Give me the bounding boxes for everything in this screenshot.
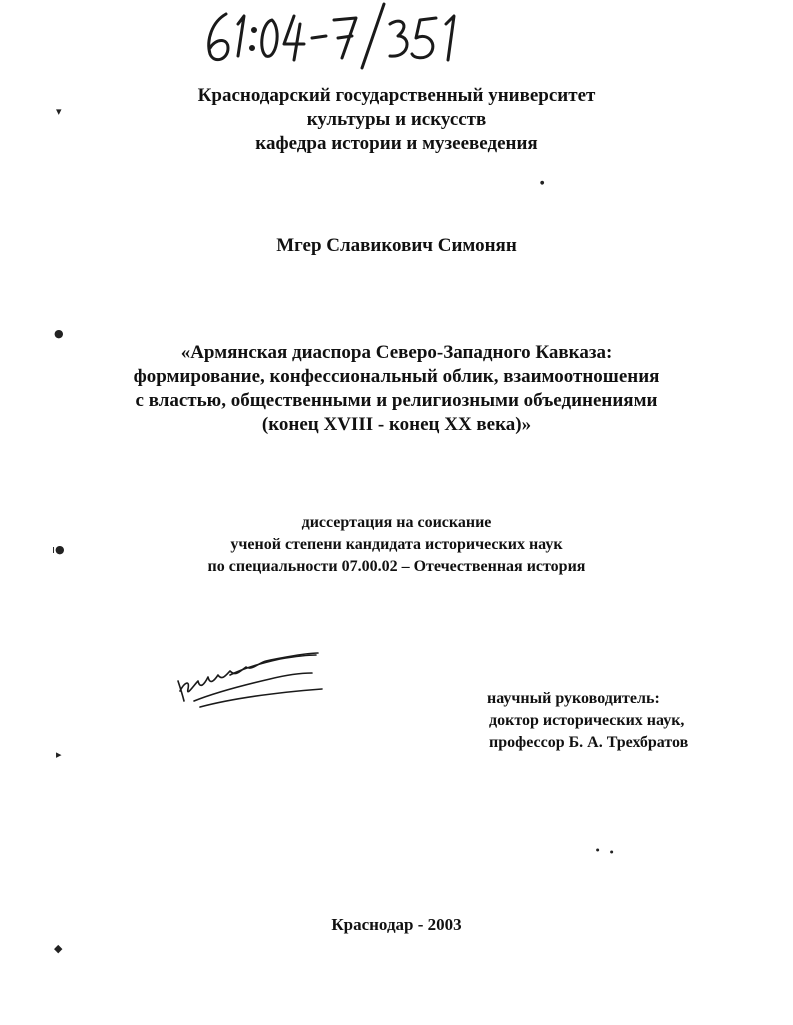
author-name: Мгер Славикович Симонян xyxy=(276,235,517,256)
dissertation-title xyxy=(0,341,793,437)
supervisor-block xyxy=(487,688,688,754)
title-line-2: формирование, конфессиональный облик, взаимоотношения xyxy=(133,366,660,387)
supervisor-name: профессор Б. А. Трехбратов xyxy=(489,734,689,751)
handwritten-archive-code xyxy=(198,0,468,72)
title-line-1: «Армянская диаспора Северо-Западного Кавказа: xyxy=(180,342,613,363)
institution-block xyxy=(0,84,793,156)
degree-line-2: ученой степени кандидата исторических наук xyxy=(230,536,563,553)
scan-speck: ▸ xyxy=(56,748,62,761)
institution-name-continued: культуры и искусств xyxy=(306,109,487,130)
degree-statement xyxy=(0,512,793,578)
scan-speck: ◆ xyxy=(54,942,63,955)
handwritten-signature xyxy=(170,645,330,715)
department-name: кафедра истории и музееведения xyxy=(255,133,538,154)
place-and-year: Краснодар - 2003 xyxy=(331,915,462,934)
scan-speck: ● xyxy=(596,847,600,852)
supervisor-role: научный руководитель: xyxy=(487,690,660,707)
scan-speck: ● xyxy=(540,180,545,186)
scan-speck: ı● xyxy=(52,543,65,556)
scan-speck: ● xyxy=(54,327,64,340)
institution-name: Краснодарский государственный университет xyxy=(197,85,596,106)
scan-speck: ▾ xyxy=(56,105,62,118)
title-line-3: с властью, общественными и религиозными объединениями xyxy=(135,390,658,411)
title-line-4: (конец XVIII - конец XX века)» xyxy=(261,414,532,435)
degree-line-3: по специальности 07.00.02 – Отечественная история xyxy=(207,558,586,575)
supervisor-degree: доктор исторических наук, xyxy=(489,712,685,729)
scan-speck: ● xyxy=(610,849,614,854)
degree-line-1: диссертация на соискание xyxy=(301,514,492,531)
